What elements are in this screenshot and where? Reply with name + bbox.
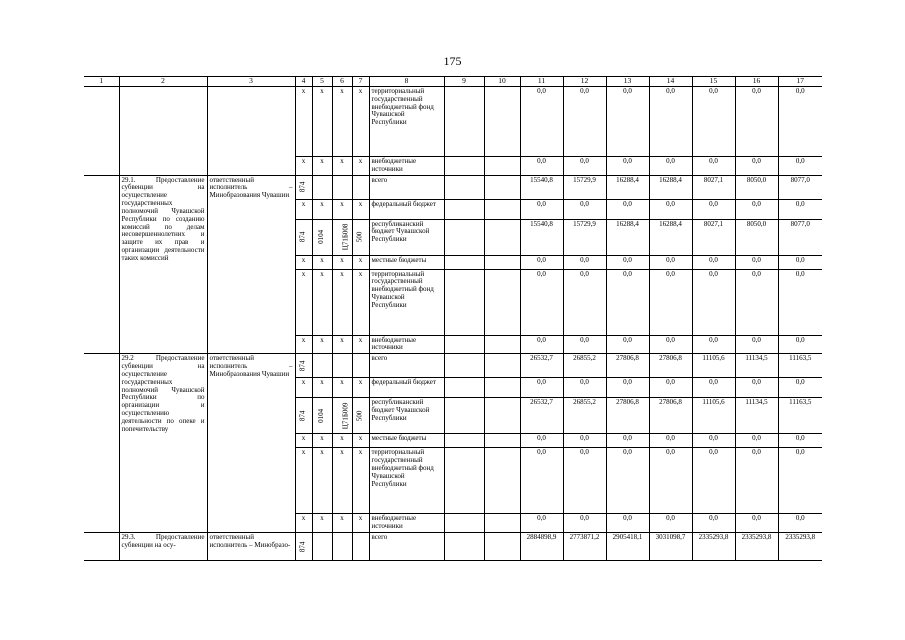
funding-value: 26532,7 [520, 398, 563, 434]
measure-description: 29.2 Предоставление субвенции на осуществление государственных полномочий Чувашской Республики по организации и осуществлению деятельности по опеке и попечительству [119, 354, 207, 533]
empty-cell [444, 514, 484, 533]
row-number-cell [84, 532, 119, 560]
empty-cell [484, 87, 520, 157]
funding-value: 0,0 [563, 87, 606, 157]
funding-value: 0,0 [692, 269, 735, 335]
funding-value: 0,0 [606, 335, 649, 354]
funding-value: 0,0 [520, 157, 563, 176]
funding-source: территориальный государственный внебюджетный фонд Чувашской Республики [369, 87, 444, 157]
budget-code: 0104 [317, 408, 326, 423]
funding-value: 8077,0 [778, 219, 822, 255]
budget-code-cell: x [312, 434, 332, 448]
funding-value: 0,0 [692, 335, 735, 354]
funding-value: 0,0 [778, 87, 822, 157]
funding-source: территориальный государственный внебюджетный фонд Чувашской Республики [369, 269, 444, 335]
empty-cell [444, 398, 484, 434]
empty-cell [484, 335, 520, 354]
funding-source: всего [369, 532, 444, 560]
funding-source: местные бюджеты [369, 434, 444, 448]
budget-code-cell [312, 532, 332, 560]
budget-code-cell: x [352, 269, 369, 335]
funding-value: 2335293,8 [692, 532, 735, 560]
funding-source: внебюджетные источники [369, 514, 444, 533]
funding-source: территориальный государственный внебюджетный фонд Чувашской Республики [369, 448, 444, 514]
column-number: 6 [332, 77, 352, 87]
budget-code: 500 [355, 410, 364, 422]
budget-code-cell: x [352, 335, 369, 354]
column-number: 8 [369, 77, 444, 87]
funding-value: 0,0 [778, 269, 822, 335]
funding-value: 0,0 [520, 199, 563, 219]
budget-code-cell [312, 175, 332, 199]
empty-cell [444, 219, 484, 255]
budget-code-cell [312, 398, 332, 434]
funding-value: 0,0 [692, 378, 735, 398]
table-body [84, 87, 822, 561]
funding-value: 0,0 [649, 434, 692, 448]
budget-code-cell: x [295, 269, 312, 335]
funding-value: 0,0 [692, 87, 735, 157]
funding-value: 0,0 [649, 269, 692, 335]
budget-code-cell [295, 219, 312, 255]
funding-value: 15729,9 [563, 219, 606, 255]
empty-cell [444, 448, 484, 514]
budget-code-cell: x [295, 514, 312, 533]
page-number: 175 [443, 54, 462, 68]
funding-value: 0,0 [563, 448, 606, 514]
budget-table [84, 76, 822, 561]
table-row [84, 532, 822, 560]
budget-code-cell: x [312, 269, 332, 335]
funding-value: 2335293,8 [735, 532, 778, 560]
empty-cell [484, 434, 520, 448]
funding-value: 0,0 [778, 448, 822, 514]
budget-code-cell: x [295, 157, 312, 176]
funding-source: всего [369, 175, 444, 199]
column-number: 13 [606, 77, 649, 87]
funding-value: 27806,8 [649, 354, 692, 378]
budget-code-cell [312, 354, 332, 378]
funding-value: 0,0 [692, 199, 735, 219]
table-row [84, 175, 822, 199]
budget-code-cell: x [332, 434, 352, 448]
budget-code: 0104 [317, 230, 326, 245]
row-number-cell [84, 354, 119, 533]
funding-value: 0,0 [692, 514, 735, 533]
empty-cell [484, 532, 520, 560]
funding-value: 0,0 [606, 448, 649, 514]
empty-cell [484, 219, 520, 255]
empty-cell [484, 255, 520, 269]
column-number: 9 [444, 77, 484, 87]
budget-code-cell: x [332, 87, 352, 157]
budget-code-cell: x [332, 514, 352, 533]
column-number-row [84, 77, 822, 87]
funding-value: 15729,9 [563, 175, 606, 199]
funding-value: 11105,6 [692, 398, 735, 434]
funding-value: 0,0 [563, 269, 606, 335]
funding-value: 0,0 [649, 255, 692, 269]
funding-value: 0,0 [563, 335, 606, 354]
funding-value: 0,0 [649, 514, 692, 533]
budget-code-cell: x [332, 255, 352, 269]
column-number: 1 [84, 77, 119, 87]
empty-cell [444, 378, 484, 398]
budget-code: 874 [298, 541, 307, 552]
funding-value: 0,0 [520, 514, 563, 533]
funding-value: 0,0 [735, 255, 778, 269]
funding-value: 0,0 [735, 157, 778, 176]
column-number: 7 [352, 77, 369, 87]
funding-value: 0,0 [563, 157, 606, 176]
funding-value: 0,0 [735, 269, 778, 335]
budget-code-cell: x [332, 448, 352, 514]
funding-value: 0,0 [735, 378, 778, 398]
funding-value: 0,0 [520, 255, 563, 269]
funding-value: 0,0 [649, 157, 692, 176]
column-number: 11 [520, 77, 563, 87]
responsible-executor [207, 87, 295, 176]
funding-source: федеральный бюджет [369, 199, 444, 219]
funding-value: 16288,4 [606, 175, 649, 199]
empty-cell [444, 157, 484, 176]
funding-value: 0,0 [649, 448, 692, 514]
budget-code-cell: x [312, 87, 332, 157]
funding-value: 0,0 [735, 448, 778, 514]
funding-value: 0,0 [735, 335, 778, 354]
funding-value: 26855,2 [563, 398, 606, 434]
funding-value: 27806,8 [606, 354, 649, 378]
budget-code-cell: x [312, 378, 332, 398]
budget-code-cell: x [295, 87, 312, 157]
funding-value: 0,0 [778, 514, 822, 533]
budget-code-cell: x [352, 255, 369, 269]
empty-cell [444, 255, 484, 269]
funding-value: 0,0 [520, 378, 563, 398]
funding-value: 2773871,2 [563, 532, 606, 560]
funding-value: 26532,7 [520, 354, 563, 378]
funding-value: 8077,0 [778, 175, 822, 199]
funding-value: 26855,2 [563, 354, 606, 378]
funding-source: республиканский бюджет Чувашской Республики [369, 398, 444, 434]
empty-cell [444, 532, 484, 560]
empty-cell [484, 398, 520, 434]
funding-value: 0,0 [778, 378, 822, 398]
budget-code-cell: x [332, 335, 352, 354]
funding-value: 27806,8 [649, 398, 692, 434]
budget-code-cell [312, 219, 332, 255]
funding-value: 0,0 [563, 255, 606, 269]
empty-cell [484, 199, 520, 219]
budget-code: Ц71Б009 [340, 402, 349, 430]
budget-code-cell: x [295, 434, 312, 448]
budget-code-cell: x [352, 87, 369, 157]
funding-value: 0,0 [778, 157, 822, 176]
funding-value: 0,0 [649, 378, 692, 398]
funding-value: 0,0 [692, 448, 735, 514]
funding-value: 0,0 [606, 514, 649, 533]
budget-code-cell [295, 175, 312, 199]
empty-cell [444, 87, 484, 157]
funding-value: 15540,8 [520, 175, 563, 199]
row-number-cell [84, 87, 119, 176]
budget-code-cell: x [312, 199, 332, 219]
funding-value: 8027,1 [692, 175, 735, 199]
funding-value: 8050,0 [735, 219, 778, 255]
budget-code-cell: x [352, 448, 369, 514]
funding-value: 0,0 [520, 87, 563, 157]
budget-code-cell [332, 354, 352, 378]
funding-value: 0,0 [606, 269, 649, 335]
budget-code-cell: x [332, 378, 352, 398]
column-number: 2 [119, 77, 207, 87]
column-number: 15 [692, 77, 735, 87]
funding-value: 8027,1 [692, 219, 735, 255]
budget-code: Ц71Б008 [340, 223, 349, 251]
funding-value: 0,0 [778, 335, 822, 354]
budget-code-cell [352, 354, 369, 378]
empty-cell [484, 269, 520, 335]
funding-value: 0,0 [606, 157, 649, 176]
budget-table-wrapper [84, 76, 822, 561]
measure-description: 29.1. Предоставление субвенции на осуществление государственных полномочий Чувашской Республики по созданию комиссий по делам несовершеннолетних и защите их прав и организации деятельности таких комиссий [119, 175, 207, 354]
funding-value: 0,0 [520, 269, 563, 335]
budget-code-cell: x [295, 199, 312, 219]
funding-value: 0,0 [778, 434, 822, 448]
funding-value: 0,0 [606, 255, 649, 269]
funding-value: 16288,4 [649, 175, 692, 199]
funding-value: 0,0 [520, 448, 563, 514]
budget-code-cell: x [312, 335, 332, 354]
empty-cell [444, 175, 484, 199]
funding-value: 0,0 [735, 87, 778, 157]
budget-code-cell: x [295, 335, 312, 354]
funding-source: всего [369, 354, 444, 378]
budget-code-cell: x [332, 157, 352, 176]
funding-value: 2884898,9 [520, 532, 563, 560]
responsible-executor: ответственный исполнитель – Минобразо- [207, 532, 295, 560]
budget-code-cell: x [352, 378, 369, 398]
budget-code-cell: x [295, 448, 312, 514]
column-number: 17 [778, 77, 822, 87]
row-number-cell [84, 175, 119, 354]
budget-code: 874 [298, 410, 307, 422]
empty-cell [484, 175, 520, 199]
budget-code-cell: x [312, 448, 332, 514]
funding-value: 0,0 [778, 199, 822, 219]
funding-source: федеральный бюджет [369, 378, 444, 398]
empty-cell [444, 434, 484, 448]
budget-code-cell [332, 175, 352, 199]
funding-value: 3031098,7 [649, 532, 692, 560]
funding-value: 0,0 [606, 87, 649, 157]
funding-value: 0,0 [606, 378, 649, 398]
table-row [84, 354, 822, 378]
funding-value: 0,0 [649, 335, 692, 354]
funding-value: 0,0 [692, 434, 735, 448]
empty-cell [484, 354, 520, 378]
funding-value: 15540,8 [520, 219, 563, 255]
funding-value: 0,0 [735, 199, 778, 219]
column-number: 3 [207, 77, 295, 87]
funding-value: 0,0 [520, 434, 563, 448]
budget-code-cell [352, 532, 369, 560]
funding-value: 27806,8 [606, 398, 649, 434]
funding-value: 11163,5 [778, 398, 822, 434]
funding-value: 0,0 [606, 434, 649, 448]
funding-value: 0,0 [563, 514, 606, 533]
budget-code-cell [295, 398, 312, 434]
budget-code-cell [332, 398, 352, 434]
funding-value: 0,0 [735, 434, 778, 448]
responsible-executor: ответственный исполнитель – Минобразования Чувашии [207, 354, 295, 533]
budget-code: 874 [298, 231, 307, 243]
budget-code-cell [352, 175, 369, 199]
table-row [84, 87, 822, 157]
budget-code-cell: x [352, 434, 369, 448]
column-number: 16 [735, 77, 778, 87]
empty-cell [484, 448, 520, 514]
budget-code-cell [352, 219, 369, 255]
funding-value: 11105,6 [692, 354, 735, 378]
funding-value: 0,0 [692, 255, 735, 269]
budget-code-cell: x [352, 199, 369, 219]
budget-code-cell: x [295, 378, 312, 398]
empty-cell [444, 335, 484, 354]
funding-source: республиканский бюджет Чувашской Республики [369, 219, 444, 255]
empty-cell [444, 354, 484, 378]
column-number: 14 [649, 77, 692, 87]
budget-code-cell [295, 354, 312, 378]
measure-description: 29.3. Предоставление субвенции на осу- [119, 532, 207, 560]
funding-value: 0,0 [563, 434, 606, 448]
budget-code-cell [332, 219, 352, 255]
funding-value: 11134,5 [735, 398, 778, 434]
budget-code: 874 [298, 360, 307, 372]
funding-value: 8050,0 [735, 175, 778, 199]
budget-code-cell: x [352, 514, 369, 533]
funding-source: местные бюджеты [369, 255, 444, 269]
column-number: 4 [295, 77, 312, 87]
funding-value: 0,0 [563, 199, 606, 219]
funding-value: 0,0 [649, 199, 692, 219]
funding-value: 0,0 [778, 255, 822, 269]
funding-value: 0,0 [692, 157, 735, 176]
budget-code-cell: x [332, 269, 352, 335]
funding-value: 2905418,1 [606, 532, 649, 560]
funding-value: 0,0 [520, 335, 563, 354]
funding-value: 0,0 [735, 514, 778, 533]
budget-code: 874 [298, 181, 307, 193]
funding-value: 11134,5 [735, 354, 778, 378]
empty-cell [484, 514, 520, 533]
funding-value: 0,0 [649, 87, 692, 157]
funding-value: 0,0 [563, 378, 606, 398]
empty-cell [444, 199, 484, 219]
budget-code-cell: x [352, 157, 369, 176]
funding-source: внебюджетные источники [369, 157, 444, 176]
empty-cell [444, 269, 484, 335]
budget-code-cell: x [332, 199, 352, 219]
budget-code-cell: x [295, 255, 312, 269]
budget-code-cell [332, 532, 352, 560]
budget-code-cell [295, 532, 312, 560]
funding-value: 16288,4 [649, 219, 692, 255]
budget-code-cell: x [312, 514, 332, 533]
budget-code-cell: x [312, 157, 332, 176]
column-number: 10 [484, 77, 520, 87]
budget-code-cell: x [312, 255, 332, 269]
funding-source: внебюджетные источники [369, 335, 444, 354]
empty-cell [484, 157, 520, 176]
funding-value: 2335293,8 [778, 532, 822, 560]
measure-description [119, 87, 207, 176]
column-number: 5 [312, 77, 332, 87]
budget-code: 500 [355, 231, 364, 243]
empty-cell [484, 378, 520, 398]
column-number: 12 [563, 77, 606, 87]
funding-value: 16288,4 [606, 219, 649, 255]
budget-code-cell [352, 398, 369, 434]
funding-value: 0,0 [606, 199, 649, 219]
funding-value: 11163,5 [778, 354, 822, 378]
responsible-executor: ответственный исполнитель – Минобразования Чувашии [207, 175, 295, 354]
